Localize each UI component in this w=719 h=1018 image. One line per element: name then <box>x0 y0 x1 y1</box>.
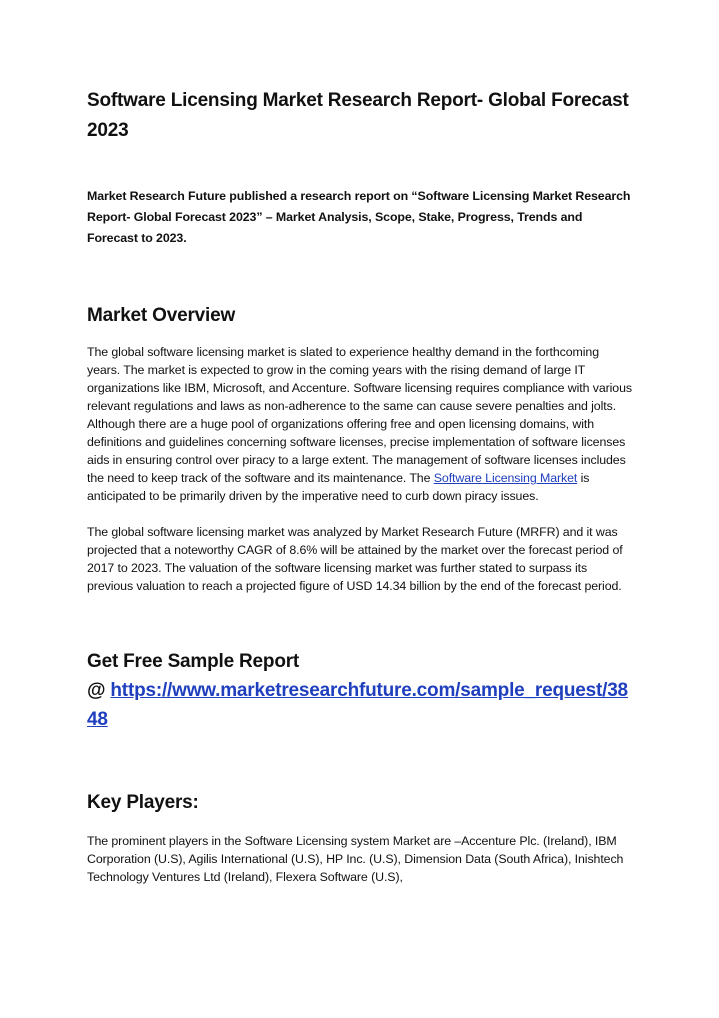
sample-report-link-line <box>87 676 635 734</box>
sample-report-block <box>87 647 635 734</box>
sample-report-label: Get Free Sample Report <box>87 651 300 672</box>
key-players-heading: Key Players: <box>87 792 199 813</box>
report-title: Software Licensing Market Research Report- Global Forecast 2023 <box>87 90 629 141</box>
overview-text-after-link: is anticipated to be primarily driven by the imperative need to curb down piracy issues. <box>87 471 590 503</box>
software-licensing-market-link[interactable]: Software Licensing Market <box>433 471 578 485</box>
document-content <box>87 86 635 886</box>
at-symbol: @ <box>87 680 111 701</box>
market-overview-heading: Market Overview <box>87 305 236 326</box>
overview-paragraph-2: The global software licensing market was analyzed by Market Research Future (MRFR) and it was projected that a noteworthy CAGR of 8.6% will be attained by the market over the forecast period of 2017 to 2023. The valuation of the software licensing market was further stated to surpass its previous valuation to reach a projected figure of USD 14.34 billion by the end of the forecast period. <box>87 525 623 593</box>
key-players-paragraph: The prominent players in the Software Licensing system Market are –Accenture Plc. (Ireland), IBM Corporation (U.S), Agilis International (U.S), HP Inc. (U.S), Dimension Data (South Africa), Inishtech Technology Ventures Ltd (Ireland), Flexera Software (U.S), <box>87 834 624 884</box>
overview-paragraph-1 <box>87 343 635 505</box>
sample-report-link[interactable]: https://www.marketresearchfuture.com/sample_request/3848 <box>87 680 628 730</box>
intro-paragraph: Market Research Future published a research report on “Software Licensing Market Research Report- Global Forecast 2023” – Market Analysis, Scope, Stake, Progress, Trends and Forecast to 2023. <box>87 189 631 245</box>
overview-text-before-link: The global software licensing market is slated to experience healthy demand in the forthcoming years. The market is expected to grow in the coming years with the rising demand of large IT organizations like IBM, Microsoft, and Accenture. Software licensing requires compliance with various relevant regulations and laws as non-adherence to the same can cause severe penalties and jolts. Although there are a huge pool of organizations offering free and open licensing domains, with definitions and guidelines concerning software licenses, precise implementation of software licenses aids in ensuring control over piracy to a large extent. The management of software licenses includes the need to keep track of the software and its maintenance. The <box>87 345 632 485</box>
